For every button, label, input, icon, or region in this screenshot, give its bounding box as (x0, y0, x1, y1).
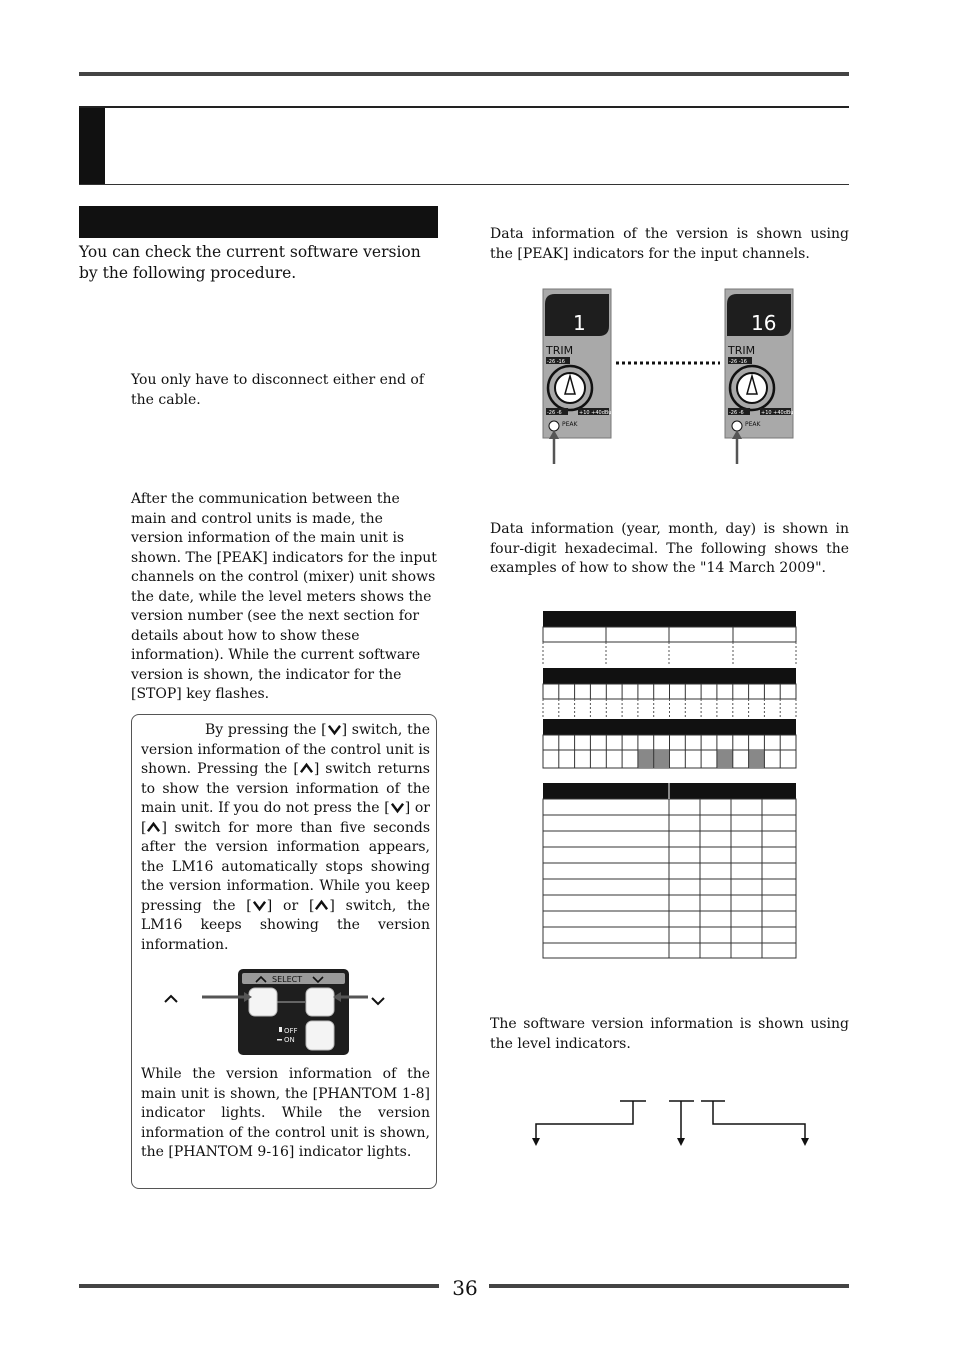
chevron-down-icon (252, 899, 267, 912)
chevron-down-icon (327, 723, 342, 736)
channel-1-scale-bottom-right: +10 +40dBu (579, 410, 612, 416)
hex-conversion-table (542, 782, 798, 962)
down-switch-button[interactable] (306, 988, 334, 1016)
footer-rule-right (489, 1284, 849, 1288)
note-paragraph-2: While the version information of the main unit is shown, the [PHANTOM 1-8] indicator lights. While the version information of the control unit is shown, the [PHANTOM 9-16] indicator lights. (141, 1066, 430, 1160)
channel-16-peak-label: PEAK (745, 421, 761, 428)
up-switch-button[interactable] (249, 988, 277, 1016)
step1-note: You only have to disconnect either end of the cable. (131, 372, 425, 408)
chevron-down-icon (390, 801, 405, 814)
select-label: SELECT (272, 975, 303, 984)
channel-1-number: 1 (573, 311, 586, 335)
hex-row-1-dash-guides (543, 699, 796, 717)
chevron-up-icon (314, 899, 329, 912)
title-top-rule (79, 106, 849, 108)
channel-16-scale-bottom-right: +10 +40dBu (761, 410, 794, 416)
channel-16-peak-led (732, 421, 742, 431)
version-arrow-left (536, 1101, 633, 1140)
chevron-up-icon (299, 762, 314, 775)
channel-16-scale-bottom-left: -26 -6 (729, 410, 744, 416)
off-marker (279, 1027, 282, 1032)
step2-text: After the communication between the main and control units is made, the version information of the main unit is shown. The [PEAK] indicators for the input channels on the control (mixer) unit shows the date, while the level meters shows the version number (see the next section for details about how to show these information). While the current software version is shown, the indicator for the [STOP] key flashes. (131, 491, 437, 702)
channel-1-strip (543, 289, 611, 464)
up-switch-label-icon (165, 996, 177, 1002)
channel-16-strip (725, 289, 793, 464)
title-bottom-rule (79, 184, 849, 185)
top-rule (79, 72, 849, 76)
note-paragraph-1: By pressing the [ ] switch, the version information of the control unit is shown. Pressing the [ ] switch returns to show the version information of the main unit. If you do not press the [ ] or [ ] switch for more than five seconds after the version information appears, the LM16 automatically stops showing the version information. While you keep pressing the [ ] or [ ] switch, the LM16 keeps showing the version information. (141, 722, 431, 953)
version-text: The software version information is shown using the level indicators. (490, 1016, 849, 1052)
phantom-switch-button[interactable] (306, 1021, 334, 1050)
on-marker (277, 1039, 282, 1041)
channel-1-scale-bottom-left: -26 -6 (547, 410, 562, 416)
chevron-up-icon (146, 821, 161, 834)
off-label: OFF (284, 1027, 298, 1035)
footer-rule-left (79, 1284, 439, 1288)
date-text: Data information (year, month, day) is shown in four-digit hexadecimal. The following shows the examples of how to show the "14 March 2009". (490, 521, 849, 576)
channel-16-scale-top: -26 -16 (729, 359, 747, 365)
channel-16-trim-label: TRIM (728, 344, 756, 357)
arrow-to-up-switch (202, 992, 252, 1002)
date-hex-diagram (542, 610, 798, 770)
channel-1-peak-led (549, 421, 559, 431)
channel-1-scale-top: -26 -16 (547, 359, 565, 365)
note-box (131, 714, 437, 1189)
channel-1-peak-label: PEAK (562, 421, 578, 428)
on-label: ON (284, 1036, 295, 1044)
down-switch-label-icon (372, 998, 384, 1004)
page-number: 36 (452, 1276, 478, 1300)
section-heading-bar (79, 206, 438, 238)
select-switch-panel (162, 967, 402, 1059)
channel-16-number: 16 (751, 311, 777, 335)
version-arrow-right (713, 1101, 805, 1140)
version-number-diagram (528, 1096, 818, 1152)
title-black-tab (79, 108, 105, 185)
peak-intro-text: Data information of the version is shown using the [PEAK] indicators for the input channels. (490, 226, 849, 262)
channel-1-trim-label: TRIM (546, 344, 574, 357)
intro-text: You can check the current software version by the following procedure. (79, 243, 421, 282)
channel-strips-illustration (540, 286, 800, 468)
